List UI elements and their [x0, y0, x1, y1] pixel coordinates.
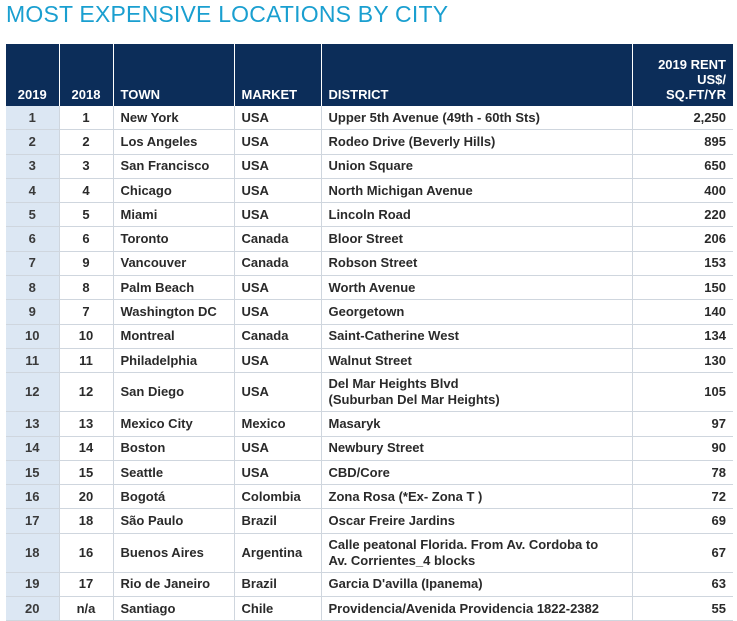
town-cell: Philadelphia [113, 348, 234, 372]
rank-2018-cell: 3 [59, 154, 113, 178]
rent-cell: 69 [632, 509, 733, 533]
market-cell: USA [234, 154, 321, 178]
town-cell: Vancouver [113, 251, 234, 275]
table-row [6, 373, 733, 412]
district-cell [321, 460, 632, 484]
market-cell: Chile [234, 597, 321, 621]
town-cell: San Diego [113, 373, 234, 412]
district-cell [321, 412, 632, 436]
rank-2018-cell: 9 [59, 251, 113, 275]
rank-2018-cell: 17 [59, 572, 113, 596]
table-row [6, 203, 733, 227]
header-rent [632, 44, 733, 106]
rank-2018-cell: 2 [59, 130, 113, 154]
market-cell: Brazil [234, 509, 321, 533]
town-cell: Montreal [113, 324, 234, 348]
district-line: Av. Corrientes_4 blocks [328, 552, 476, 568]
rank-2018-cell: 5 [59, 203, 113, 227]
district-cell [321, 251, 632, 275]
rank-2018-cell: 1 [59, 106, 113, 130]
rent-cell: 895 [632, 130, 733, 154]
rent-cell: 650 [632, 154, 733, 178]
rent-cell: 78 [632, 460, 733, 484]
rent-cell: 134 [632, 324, 733, 348]
table-row [6, 485, 733, 509]
table-row [6, 348, 733, 372]
town-cell: Miami [113, 203, 234, 227]
rank-2019-cell: 7 [6, 251, 59, 275]
table-row [6, 300, 733, 324]
rent-cell: 150 [632, 276, 733, 300]
district-cell [321, 436, 632, 460]
rank-2018-cell: 8 [59, 276, 113, 300]
table-row [6, 251, 733, 275]
district-line: Worth Avenue [328, 279, 416, 295]
market-cell: USA [234, 106, 321, 130]
district-cell [321, 485, 632, 509]
rank-2019-cell: 20 [6, 597, 59, 621]
table-row [6, 412, 733, 436]
rank-2019-cell: 11 [6, 348, 59, 372]
district-cell [321, 154, 632, 178]
town-cell: Palm Beach [113, 276, 234, 300]
rank-2018-cell: 10 [59, 324, 113, 348]
table-row [6, 227, 733, 251]
rank-2018-cell: 13 [59, 412, 113, 436]
town-cell: São Paulo [113, 509, 234, 533]
rank-2019-cell: 15 [6, 460, 59, 484]
district-line: Oscar Freire Jardins [328, 513, 455, 529]
district-line: Calle peatonal Florida. From Av. Cordoba to [328, 536, 599, 552]
district-cell [321, 300, 632, 324]
town-cell: Los Angeles [113, 130, 234, 154]
table-row [6, 324, 733, 348]
rank-2018-cell: n/a [59, 597, 113, 621]
rank-2018-cell: 11 [59, 348, 113, 372]
rank-2018-cell: 7 [59, 300, 113, 324]
market-cell: USA [234, 373, 321, 412]
district-line: Zona Rosa (*Ex- Zona T ) [328, 488, 483, 504]
rank-2018-cell: 4 [59, 178, 113, 202]
district-line: Upper 5th Avenue (49th - 60th Sts) [328, 109, 540, 125]
header-district: DISTRICT [321, 44, 632, 106]
table-row [6, 572, 733, 596]
district-line: Garcia D'avilla (Ipanema) [328, 576, 483, 592]
table-row [6, 436, 733, 460]
district-line: Saint-Catherine West [328, 328, 460, 344]
district-line: North Michigan Avenue [328, 182, 473, 198]
town-cell: Santiago [113, 597, 234, 621]
rent-cell: 105 [632, 373, 733, 412]
header-market: MARKET [234, 44, 321, 106]
district-cell [321, 597, 632, 621]
town-cell: Washington DC [113, 300, 234, 324]
town-cell: Rio de Janeiro [113, 572, 234, 596]
rank-2018-cell: 20 [59, 485, 113, 509]
market-cell: USA [234, 203, 321, 227]
district-cell [321, 276, 632, 300]
table-row [6, 178, 733, 202]
rank-2019-cell: 8 [6, 276, 59, 300]
market-cell: Mexico [234, 412, 321, 436]
rank-2019-cell: 14 [6, 436, 59, 460]
district-cell [321, 324, 632, 348]
rank-2019-cell: 18 [6, 533, 59, 572]
rent-cell: 400 [632, 178, 733, 202]
table-row [6, 106, 733, 130]
rank-2019-cell: 5 [6, 203, 59, 227]
rank-2019-cell: 1 [6, 106, 59, 130]
rank-2019-cell: 17 [6, 509, 59, 533]
district-cell [321, 572, 632, 596]
district-line: Providencia/Avenida Providencia 1822-2382 [328, 600, 599, 616]
table-row [6, 154, 733, 178]
district-line: Robson Street [328, 255, 418, 271]
district-line: Lincoln Road [328, 206, 411, 222]
rank-2018-cell: 12 [59, 373, 113, 412]
town-cell: Boston [113, 436, 234, 460]
rank-2019-cell: 6 [6, 227, 59, 251]
rent-cell: 153 [632, 251, 733, 275]
rank-2019-cell: 4 [6, 178, 59, 202]
rent-cell: 220 [632, 203, 733, 227]
table-row [6, 509, 733, 533]
district-cell [321, 178, 632, 202]
market-cell: USA [234, 300, 321, 324]
rent-cell: 63 [632, 572, 733, 596]
market-cell: USA [234, 348, 321, 372]
header-2018: 2018 [59, 44, 113, 106]
rank-2019-cell: 13 [6, 412, 59, 436]
district-line: Del Mar Heights Blvd [328, 376, 459, 392]
district-cell [321, 203, 632, 227]
rank-2018-cell: 15 [59, 460, 113, 484]
district-cell [321, 373, 632, 412]
rent-cell: 72 [632, 485, 733, 509]
rank-2018-cell: 16 [59, 533, 113, 572]
rent-cell: 67 [632, 533, 733, 572]
district-cell [321, 130, 632, 154]
district-cell [321, 227, 632, 251]
page-title: MOST EXPENSIVE LOCATIONS BY CITY [6, 1, 449, 27]
rank-2018-cell: 6 [59, 227, 113, 251]
district-line: Bloor Street [328, 231, 403, 247]
locations-table [6, 44, 733, 621]
table-row [6, 597, 733, 621]
district-line: CBD/Core [328, 464, 390, 480]
district-line: Walnut Street [328, 352, 412, 368]
market-cell: USA [234, 436, 321, 460]
table-row [6, 130, 733, 154]
market-cell: Canada [234, 251, 321, 275]
market-cell: Canada [234, 227, 321, 251]
market-cell: Brazil [234, 572, 321, 596]
table-row [6, 460, 733, 484]
district-cell [321, 348, 632, 372]
header-rent-line2: US$/ [697, 72, 726, 87]
rank-2018-cell: 18 [59, 509, 113, 533]
market-cell: Canada [234, 324, 321, 348]
rank-2019-cell: 2 [6, 130, 59, 154]
rent-cell: 97 [632, 412, 733, 436]
market-cell: USA [234, 178, 321, 202]
district-line: Rodeo Drive (Beverly Hills) [328, 133, 496, 149]
district-line: Georgetown [328, 304, 405, 320]
market-cell: USA [234, 460, 321, 484]
town-cell: Seattle [113, 460, 234, 484]
town-cell: Mexico City [113, 412, 234, 436]
market-cell: USA [234, 130, 321, 154]
district-line: Masaryk [328, 415, 381, 431]
town-cell: San Francisco [113, 154, 234, 178]
table-body [6, 106, 733, 621]
table-header [6, 44, 733, 106]
rent-cell: 2,250 [632, 106, 733, 130]
district-line: Newbury Street [328, 440, 424, 456]
district-line: Union Square [328, 158, 414, 174]
market-cell: Colombia [234, 485, 321, 509]
table-row [6, 533, 733, 572]
market-cell: USA [234, 276, 321, 300]
rent-cell: 90 [632, 436, 733, 460]
rank-2019-cell: 19 [6, 572, 59, 596]
rank-2019-cell: 9 [6, 300, 59, 324]
rank-2019-cell: 3 [6, 154, 59, 178]
table-row [6, 276, 733, 300]
rent-cell: 206 [632, 227, 733, 251]
district-cell [321, 106, 632, 130]
rank-2019-cell: 12 [6, 373, 59, 412]
header-2019: 2019 [6, 44, 59, 106]
town-cell: Bogotá [113, 485, 234, 509]
header-rent-line1: 2019 RENT [658, 57, 726, 72]
rent-cell: 130 [632, 348, 733, 372]
rent-cell: 55 [632, 597, 733, 621]
district-cell [321, 509, 632, 533]
rent-cell: 140 [632, 300, 733, 324]
town-cell: Chicago [113, 178, 234, 202]
rank-2019-cell: 16 [6, 485, 59, 509]
header-town: TOWN [113, 44, 234, 106]
district-line: (Suburban Del Mar Heights) [328, 392, 500, 408]
town-cell: Toronto [113, 227, 234, 251]
town-cell: Buenos Aires [113, 533, 234, 572]
rank-2019-cell: 10 [6, 324, 59, 348]
town-cell: New York [113, 106, 234, 130]
district-cell [321, 533, 632, 572]
rank-2018-cell: 14 [59, 436, 113, 460]
header-rent-line3: SQ.FT/YR [666, 87, 726, 102]
market-cell: Argentina [234, 533, 321, 572]
